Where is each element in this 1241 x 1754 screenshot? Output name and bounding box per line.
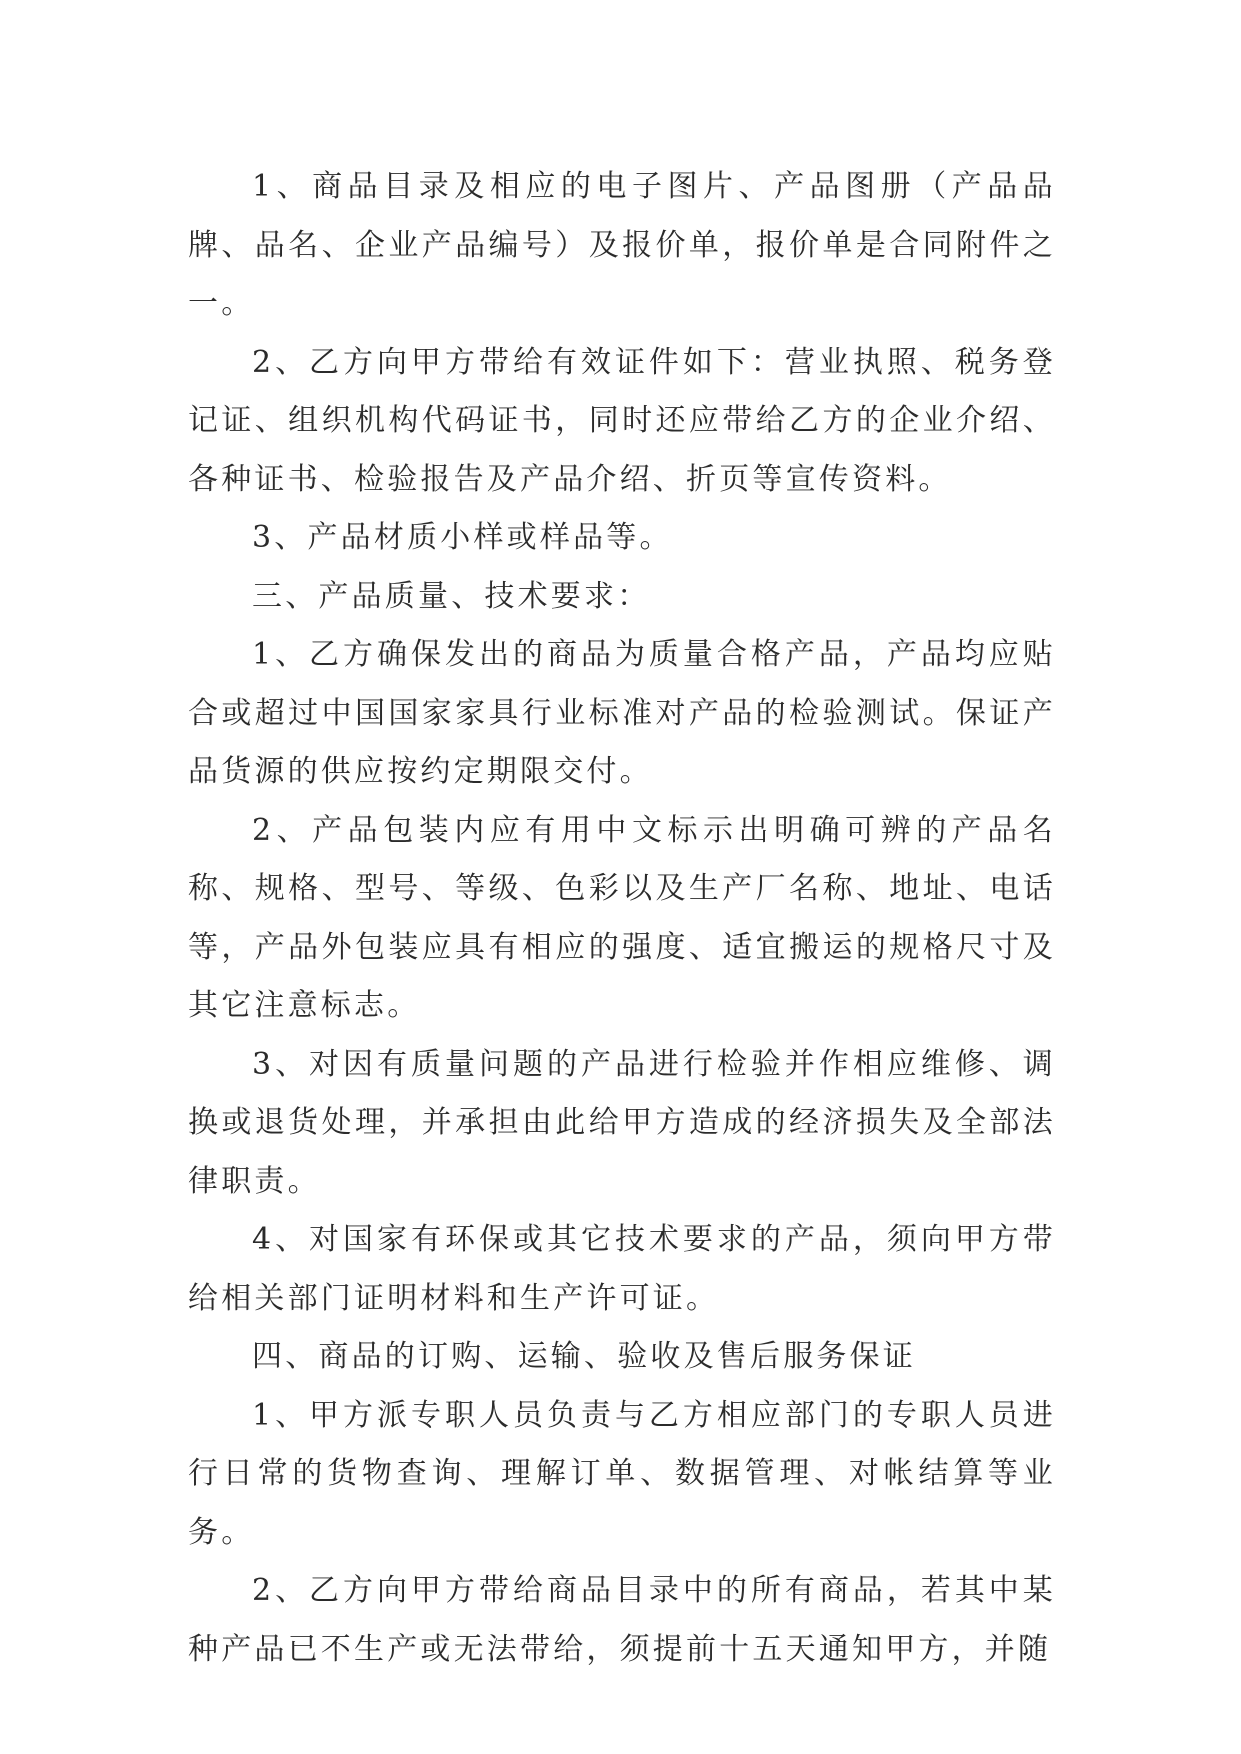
section-heading-ordering: 四、商品的订购、运输、验收及售后服务保证	[252, 1339, 916, 1374]
paragraph-item-3-samples: 3、产品材质小样或样品等。	[252, 520, 673, 555]
paragraph-quality-1: 1、乙方确保发出的商品为质量合格产品，产品均应贴合或超过中国国家家具行业标准对产品的检验测试。保证产品货源的供应按约定期限交付。	[188, 637, 1056, 789]
section-heading-quality: 三、产品质量、技术要求：	[252, 578, 651, 614]
paragraph-quality-4: 4、对国家有环保或其它技术要求的产品，须向甲方带给相关部门证明材料和生产许可证。	[188, 1222, 1056, 1316]
paragraph-quality-3: 3、对因有质量问题的产品进行检验并作相应维修、调换或退货处理，并承担由此给甲方造成的经济损失及全部法律职责。	[188, 1046, 1056, 1199]
paragraph-item-1-catalog: 1、商品目录及相应的电子图片、产品图册（产品品牌、品名、企业产品编号）及报价单，报价单是合同附件之一。	[188, 169, 1056, 321]
paragraph-quality-2: 2、产品包装内应有用中文标示出明确可辨的产品名称、规格、型号、等级、色彩以及生产厂名称、地址、电话等，产品外包装应具有相应的强度、适宜搬运的规格尺寸及其它注意标志。	[188, 812, 1056, 1023]
paragraph-ordering-2: 2、乙方向甲方带给商品目录中的所有商品，若其中某种产品已不生产或无法带给，须提前十五天通知甲方，并随	[188, 1573, 1056, 1667]
paragraph-item-2-certificates: 2、乙方向甲方带给有效证件如下：营业执照、税务登记证、组织机构代码证书，同时还应带给乙方的企业介绍、各种证书、检验报告及产品介绍、折页等宣传资料。	[188, 344, 1056, 497]
paragraph-ordering-1: 1、甲方派专职人员负责与乙方相应部门的专职人员进行日常的货物查询、理解订单、数据管理、对帐结算等业务。	[188, 1397, 1056, 1550]
contract-text-body	[188, 158, 1056, 1679]
